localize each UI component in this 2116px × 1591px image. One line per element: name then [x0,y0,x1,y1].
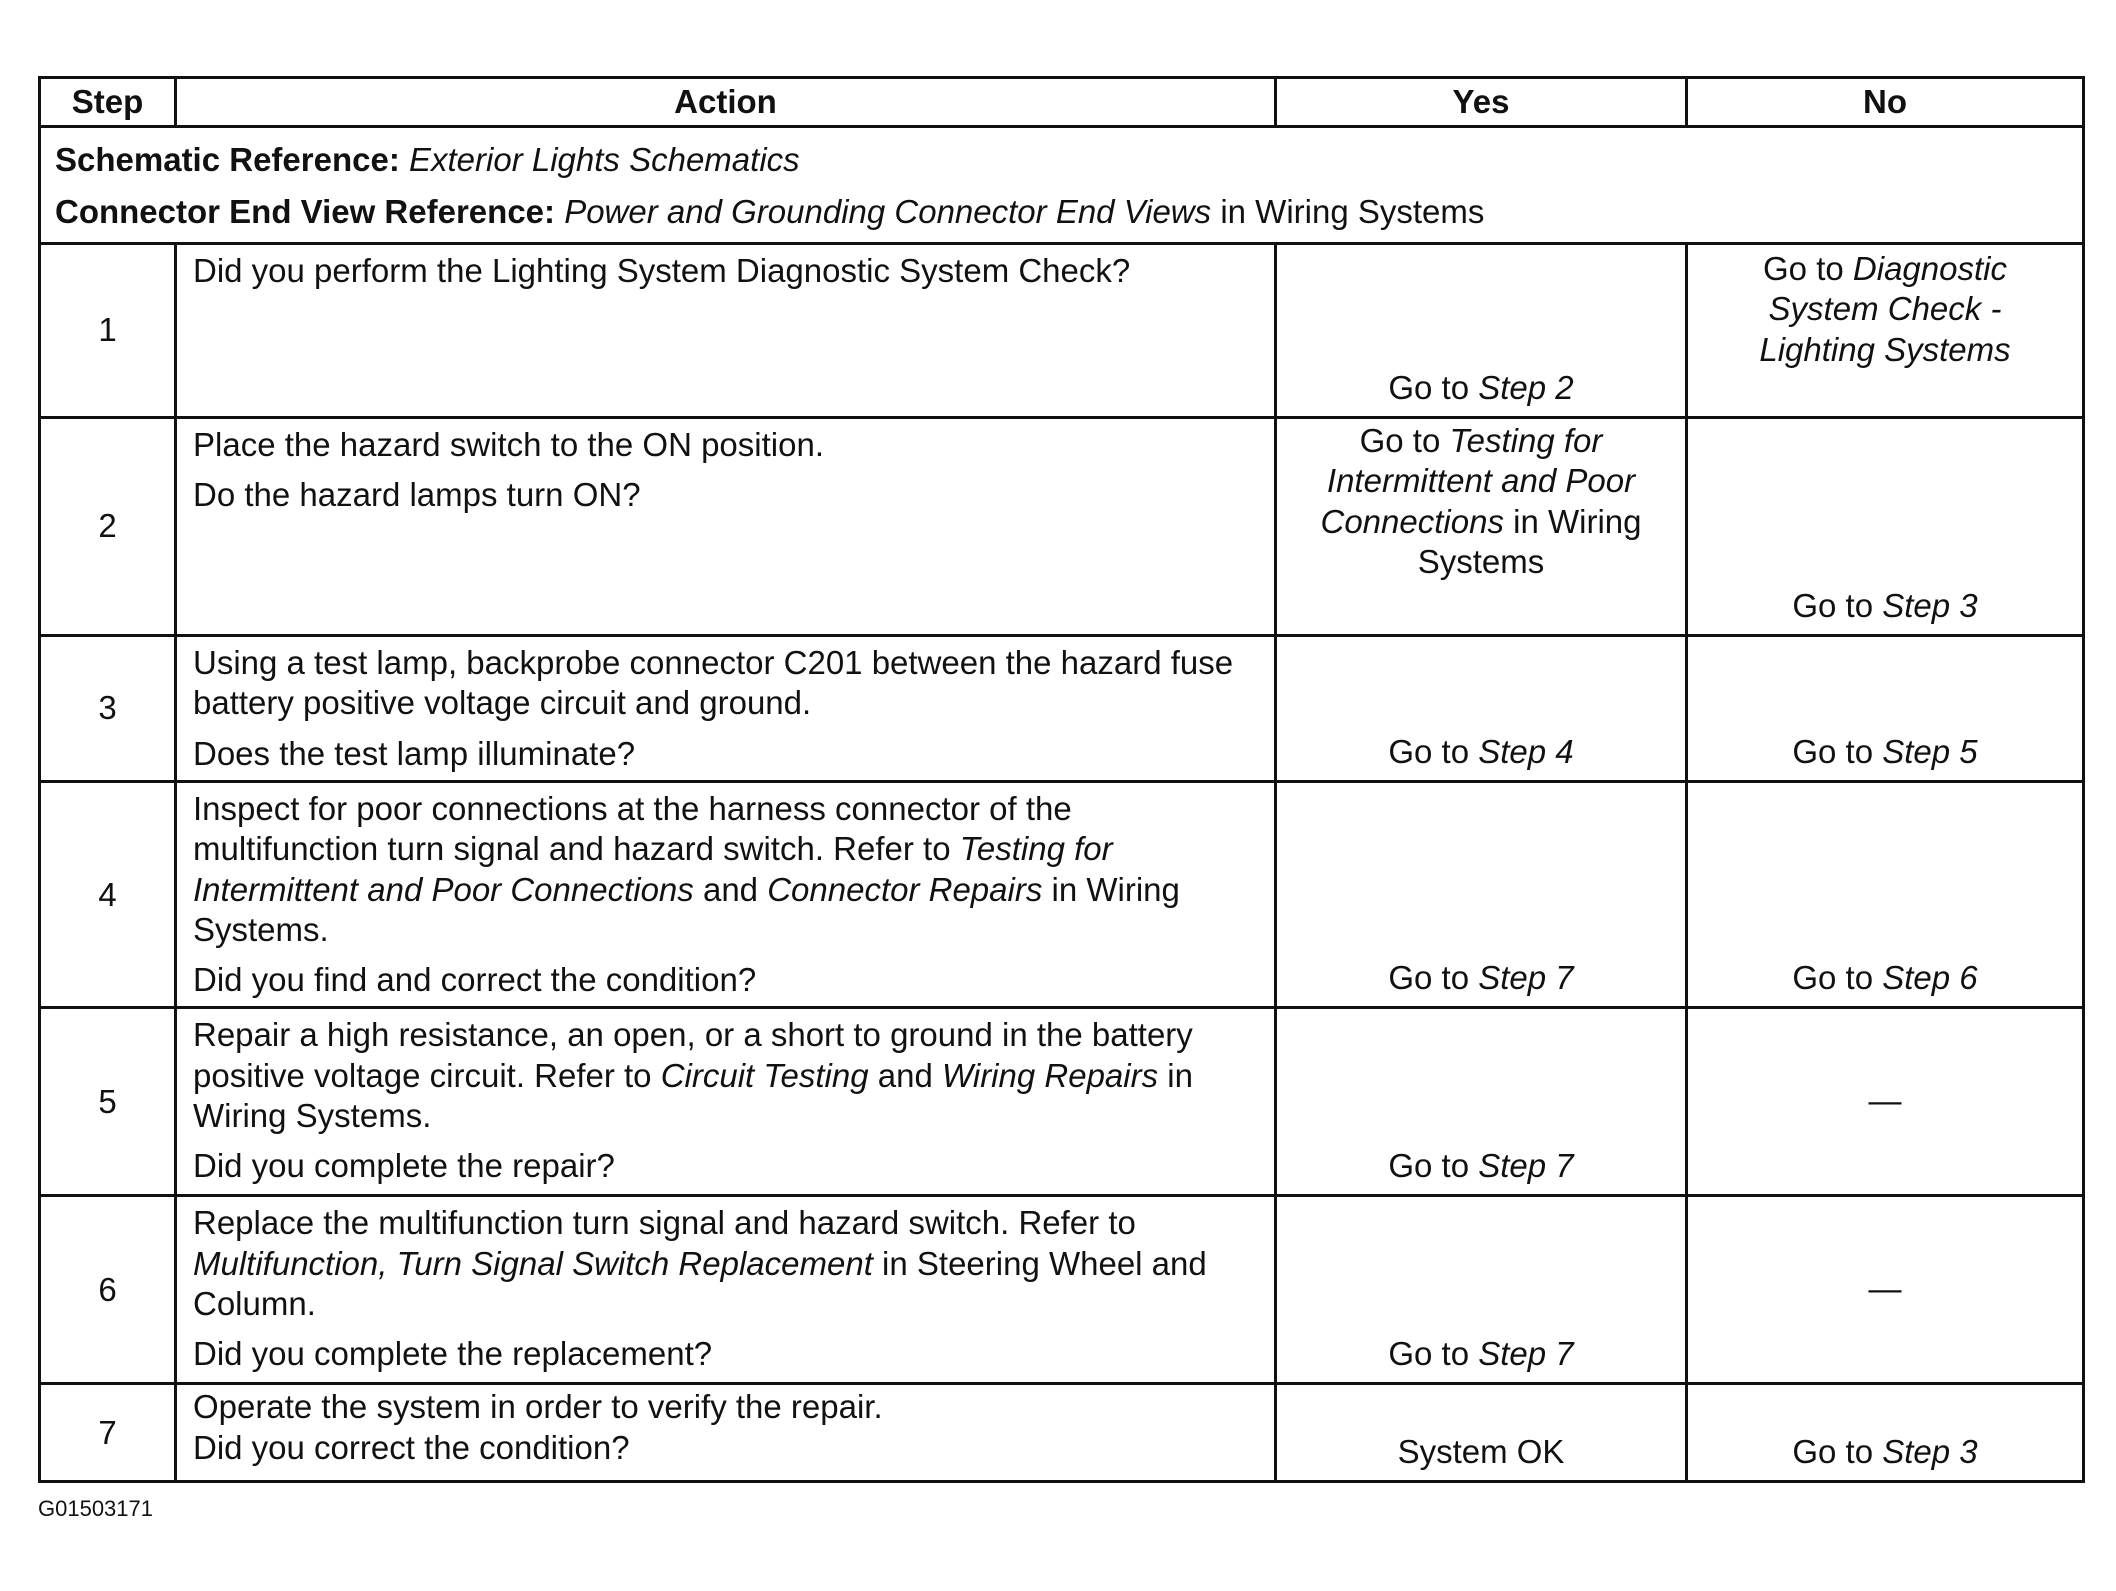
schematic-reference [55,134,2068,186]
step-number: 2 [40,418,176,636]
yes-prefix: Go to [1388,1147,1470,1184]
schematic-reference-label: Schematic Reference: [55,141,400,178]
step-number: 6 [40,1196,176,1384]
no-cell [1687,1384,2084,1482]
step-row-6 [40,1196,2084,1384]
action-text-b: in Steering Wheel and Column. [193,1244,1207,1322]
action-cell [176,1008,1276,1196]
action-link-2[interactable]: Wiring Repairs [942,1056,1159,1094]
yes-cell [1276,1384,1687,1482]
yes-cell [1276,418,1687,636]
yes-link[interactable]: Step 7 [1478,959,1574,996]
yes-cell [1276,1008,1687,1196]
no-cell [1687,782,2084,1008]
yes-cell [1276,1196,1687,1384]
action-question: Did you complete the repair? [193,1147,615,1184]
action-text [193,1203,1260,1324]
action-question: Did you complete the replacement? [193,1335,713,1372]
action-text: Using a test lamp, backprobe connector C201 between the hazard fuse battery positive voltage circuit and ground. [193,644,1234,722]
action-cell [176,1196,1276,1384]
no-prefix: Go to [1763,250,1844,287]
yes-text: System OK [1397,1433,1565,1470]
yes-prefix: Go to [1388,959,1470,996]
header-step: Step [40,78,176,127]
action-link-2[interactable]: Connector Repairs [767,870,1043,908]
connector-reference [55,186,2068,238]
action-link-1[interactable]: Circuit Testing [660,1056,869,1094]
action-question: Did you find and correct the condition? [193,961,757,998]
yes-prefix: Go to [1388,732,1470,770]
connector-reference-link[interactable]: Power and Grounding Connector End Views [564,193,1212,230]
action-link-1[interactable]: Multifunction, Turn Signal Switch Replacement [193,1244,873,1282]
yes-prefix: Go to [1388,1335,1470,1372]
yes-link[interactable]: Step 4 [1478,732,1574,770]
no-prefix: Go to [1792,586,1874,624]
step-row-2 [40,418,2084,636]
no-cell [1687,1196,2084,1384]
step-number: 4 [40,782,176,1008]
step-row-1 [40,244,2084,418]
yes-cell [1276,244,1687,418]
step-row-3 [40,636,2084,782]
step-row-4 [40,782,2084,1008]
action-text [193,789,1260,950]
action-cell [176,1384,1276,1482]
no-link[interactable]: Step 3 [1882,1433,1978,1470]
no-cell [1687,1008,2084,1196]
yes-suffix: in Wiring Systems [1417,502,1642,580]
action-question: Does the test lamp illuminate? [193,734,636,772]
action-text-b: in Wiring Systems. [193,1056,1193,1134]
action-question: Did you correct the condition? [193,1428,630,1466]
reference-row [40,127,2084,244]
step-row-7 [40,1384,2084,1482]
no-link[interactable]: Step 6 [1882,959,1978,996]
yes-cell [1276,636,1687,782]
no-link[interactable]: Step 3 [1882,586,1978,624]
diagnostic-table [38,76,2085,1483]
no-prefix: Go to [1792,732,1874,770]
no-prefix: Go to [1792,1433,1874,1470]
action-text-b: in Wiring Systems. [193,870,1180,948]
yes-prefix: Go to [1388,368,1470,406]
figure-id: G01503171 [38,1496,153,1521]
no-dash: — [1868,1269,1902,1307]
yes-link[interactable]: Step 2 [1478,368,1574,406]
action-text-a: Replace the multifunction turn signal and hazard switch. Refer to [193,1204,1136,1242]
action-text [193,1015,1260,1136]
action-text: Did you perform the Lighting System Diagnostic System Check? [193,252,1131,289]
step-number: 3 [40,636,176,782]
diagnostic-table-container [38,76,2082,1483]
action-text-a: Inspect for poor connections at the harness connector of the multifunction turn signal and hazard switch. Refer to [193,790,1072,868]
step-row-5 [40,1008,2084,1196]
reference-cell [40,127,2084,244]
header-yes: Yes [1276,78,1687,127]
action-link-1[interactable]: Testing for Intermittent and Poor Connections [193,830,1113,908]
yes-link[interactable]: Step 7 [1478,1147,1574,1184]
step-number: 7 [40,1384,176,1482]
action-text: Operate the system in order to verify the repair. [193,1388,883,1426]
yes-cell [1276,782,1687,1008]
yes-link[interactable]: Step 7 [1478,1335,1574,1372]
action-text-a: Repair a high resistance, an open, or a short to ground in the battery positive voltage circuit. Refer to [193,1016,1193,1094]
action-question: Do the hazard lamps turn ON? [193,476,641,514]
no-link[interactable]: Step 5 [1882,732,1978,770]
action-cell [176,782,1276,1008]
header-no: No [1687,78,2084,127]
action-cell [176,418,1276,636]
yes-link[interactable]: Testing for Intermittent and Poor Connections [1320,422,1636,540]
action-text: Place the hazard switch to the ON position. [193,426,824,463]
connector-reference-label: Connector End View Reference: [55,193,556,230]
step-number: 5 [40,1008,176,1196]
action-cell [176,636,1276,782]
no-dash: — [1868,1081,1902,1119]
schematic-reference-link[interactable]: Exterior Lights Schematics [409,141,800,178]
no-link[interactable]: Diagnostic System Check - Lighting Systems [1759,250,2011,368]
no-cell [1687,418,2084,636]
yes-prefix: Go to [1359,422,1441,459]
header-row [40,78,2084,127]
no-cell [1687,636,2084,782]
header-action: Action [176,78,1276,127]
no-cell [1687,244,2084,418]
action-cell [176,244,1276,418]
no-prefix: Go to [1792,959,1874,996]
action-and: and [702,870,759,908]
action-and: and [877,1056,933,1094]
step-number: 1 [40,244,176,418]
connector-reference-suffix: in Wiring Systems [1220,193,1485,230]
